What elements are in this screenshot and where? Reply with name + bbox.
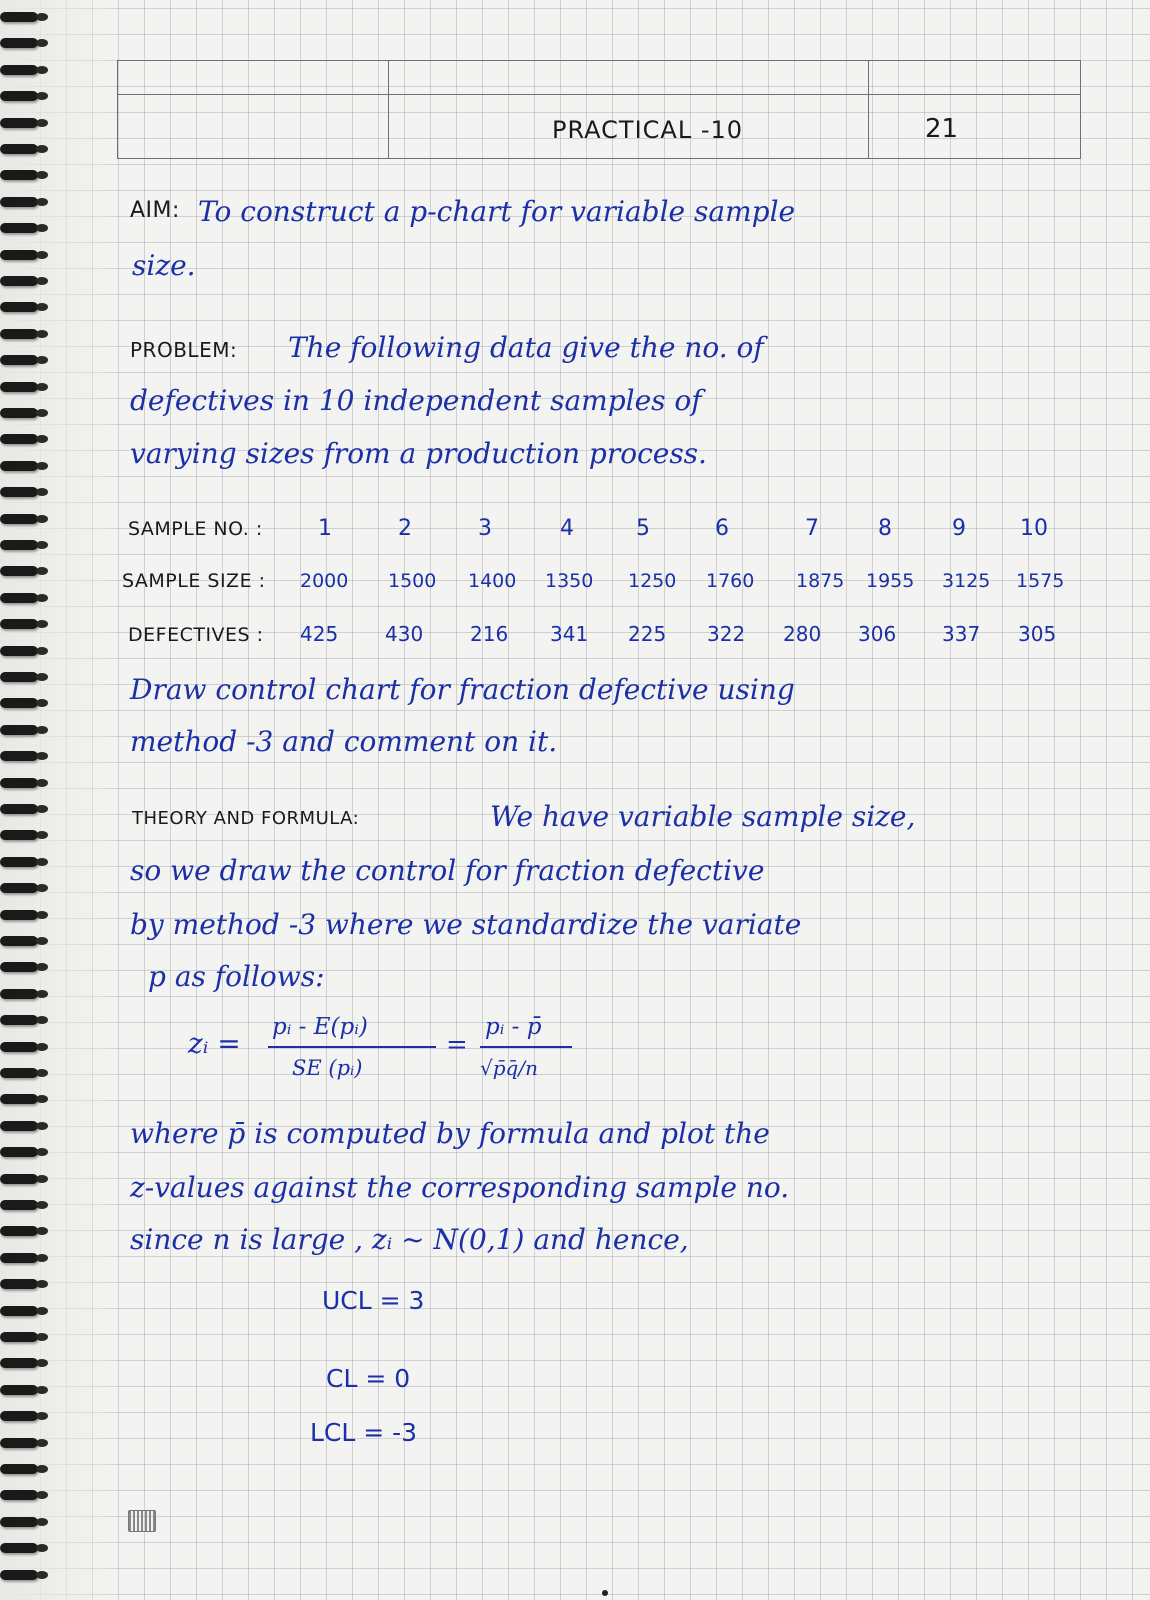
spiral-coil	[0, 1543, 38, 1553]
spiral-coil	[0, 1042, 38, 1052]
spiral-coil	[0, 725, 38, 735]
theory-label: THEORY AND FORMULA:	[132, 808, 360, 829]
spiral-coil	[0, 1517, 38, 1527]
spiral-coil	[0, 778, 38, 788]
spiral-coil	[0, 540, 38, 550]
spiral-coil	[0, 672, 38, 682]
formula-denominator-1: SE (pᵢ)	[292, 1056, 363, 1080]
defectives-cell: 306	[858, 622, 897, 646]
theory-line-1: We have variable sample size,	[490, 800, 916, 833]
sample-no-cell: 8	[878, 516, 892, 541]
spiral-coil	[0, 1174, 38, 1184]
row-label-sample-no: SAMPLE NO. :	[128, 518, 263, 540]
spiral-coil	[0, 1306, 38, 1316]
spiral-coil	[0, 857, 38, 867]
spiral-coil	[0, 250, 38, 260]
aim-line-1: To construct a p-chart for variable sample	[198, 195, 796, 228]
sample-no-cell: 3	[478, 516, 492, 541]
spiral-coil	[0, 170, 38, 180]
problem-label: PROBLEM:	[130, 338, 238, 362]
spiral-coil	[0, 751, 38, 761]
lcl-value: LCL = -3	[310, 1418, 418, 1447]
defectives-cell: 337	[942, 622, 981, 646]
spiral-coil	[0, 38, 38, 48]
spiral-coil	[0, 1490, 38, 1500]
spiral-coil	[0, 1570, 38, 1580]
sample-size-cell: 1875	[796, 570, 845, 592]
spiral-coil	[0, 936, 38, 946]
spiral-coil	[0, 962, 38, 972]
sample-no-cell: 7	[805, 516, 819, 541]
defectives-cell: 305	[1018, 622, 1057, 646]
spiral-coil	[0, 91, 38, 101]
formula-equals: =	[446, 1030, 468, 1060]
spiral-coil	[0, 434, 38, 444]
spiral-coil	[0, 276, 38, 286]
spiral-coil	[0, 1121, 38, 1131]
sample-size-cell: 1250	[628, 570, 677, 592]
defectives-cell: 430	[385, 622, 424, 646]
defectives-cell: 216	[470, 622, 509, 646]
sample-no-cell: 10	[1020, 516, 1048, 541]
spiral-coil	[0, 144, 38, 154]
spiral-coil	[0, 355, 38, 365]
sample-size-cell: 3125	[942, 570, 991, 592]
page-dot	[602, 1590, 608, 1596]
spiral-coil	[0, 1147, 38, 1157]
ucl-value: UCL = 3	[322, 1286, 425, 1315]
spiral-coil	[0, 1385, 38, 1395]
spiral-coil	[0, 487, 38, 497]
sample-no-cell: 6	[715, 516, 729, 541]
spiral-coil	[0, 1068, 38, 1078]
formula-denominator-2: √p̄q̄/n	[480, 1056, 538, 1080]
row-label-defectives: DEFECTIVES :	[128, 624, 264, 646]
formula-lhs: zᵢ =	[188, 1027, 241, 1060]
notebook-brand-logo	[128, 1510, 198, 1532]
row-label-sample-size: SAMPLE SIZE :	[122, 570, 266, 592]
spiral-coil	[0, 223, 38, 233]
aim-label: AIM:	[130, 198, 180, 223]
spiral-coil	[0, 1411, 38, 1421]
spiral-coil	[0, 646, 38, 656]
explanation-line-2: z-values against the corresponding sample no.	[130, 1171, 790, 1204]
spiral-coil	[0, 12, 38, 22]
spiral-coil	[0, 1015, 38, 1025]
spiral-coil	[0, 1200, 38, 1210]
formula-numerator-1: pᵢ - E(pᵢ)	[272, 1014, 368, 1040]
spiral-coil	[0, 1464, 38, 1474]
spiral-coil	[0, 1094, 38, 1104]
problem-line-3: varying sizes from a production process.	[130, 437, 707, 470]
spiral-coil	[0, 302, 38, 312]
theory-line-3: by method -3 where we standardize the variate	[130, 908, 802, 941]
spiral-coil	[0, 514, 38, 524]
sample-no-cell: 1	[318, 516, 332, 541]
spiral-coil	[0, 804, 38, 814]
spiral-coil	[0, 1279, 38, 1289]
spiral-coil	[0, 197, 38, 207]
defectives-cell: 225	[628, 622, 667, 646]
spiral-coil	[0, 1332, 38, 1342]
defectives-cell: 341	[550, 622, 589, 646]
spiral-coil	[0, 118, 38, 128]
spiral-coil	[0, 382, 38, 392]
aim-line-2: size.	[132, 249, 196, 282]
formula-numerator-2: pᵢ - p̄	[485, 1014, 542, 1040]
spiral-coil	[0, 989, 38, 999]
spiral-coil	[0, 698, 38, 708]
explanation-line-3: since n is large , zᵢ ~ N(0,1) and hence,	[130, 1223, 689, 1256]
sample-no-cell: 4	[560, 516, 574, 541]
sample-size-cell: 1400	[468, 570, 517, 592]
spiral-coil	[0, 461, 38, 471]
spiral-coil	[0, 65, 38, 75]
spiral-coil	[0, 329, 38, 339]
sample-no-cell: 9	[952, 516, 966, 541]
problem-line-1: The following data give the no. of	[288, 331, 764, 364]
instruction-line-1: Draw control chart for fraction defective using	[130, 673, 795, 706]
spiral-coil	[0, 593, 38, 603]
explanation-line-1: where p̄ is computed by formula and plot the	[130, 1117, 770, 1150]
spiral-coil	[0, 910, 38, 920]
header-box	[117, 60, 1081, 159]
page-number: 21	[925, 114, 959, 144]
sample-no-cell: 2	[398, 516, 412, 541]
practical-title: PRACTICAL -10	[552, 116, 744, 144]
defectives-cell: 280	[783, 622, 822, 646]
cl-value: CL = 0	[326, 1364, 411, 1393]
defectives-cell: 425	[300, 622, 339, 646]
spiral-coil	[0, 408, 38, 418]
sample-size-cell: 1350	[545, 570, 594, 592]
sample-size-cell: 1760	[706, 570, 755, 592]
sample-size-cell: 1955	[866, 570, 915, 592]
spiral-coil	[0, 1226, 38, 1236]
spiral-coil	[0, 619, 38, 629]
sample-size-cell: 1500	[388, 570, 437, 592]
spiral-coil	[0, 566, 38, 576]
spiral-coil	[0, 1438, 38, 1448]
spiral-coil	[0, 1358, 38, 1368]
defectives-cell: 322	[707, 622, 746, 646]
instruction-line-2: method -3 and comment on it.	[130, 725, 558, 758]
spiral-coil	[0, 1253, 38, 1263]
spiral-coil	[0, 883, 38, 893]
problem-line-2: defectives in 10 independent samples of	[130, 384, 702, 417]
sample-size-cell: 1575	[1016, 570, 1065, 592]
theory-line-2: so we draw the control for fraction defective	[130, 854, 765, 887]
theory-line-4: p as follows:	[148, 960, 325, 993]
spiral-coil	[0, 830, 38, 840]
sample-no-cell: 5	[636, 516, 650, 541]
sample-size-cell: 2000	[300, 570, 349, 592]
